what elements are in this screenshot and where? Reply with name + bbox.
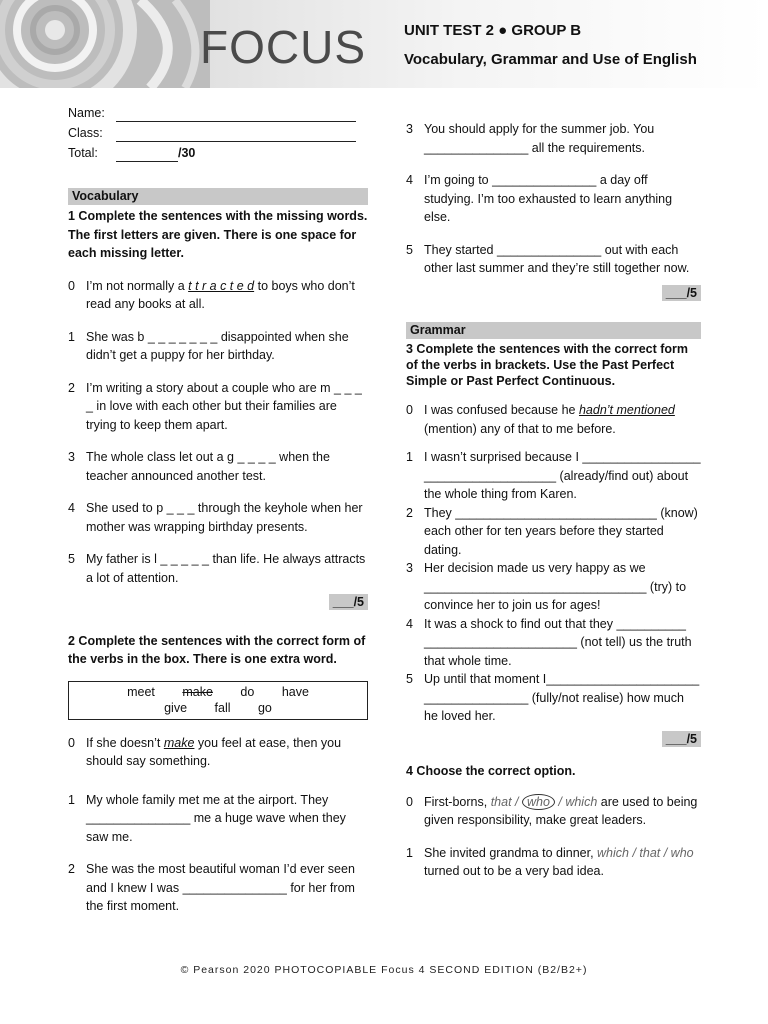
example-answer: t t r a c t e d xyxy=(188,278,255,293)
ex3-item-3[interactable]: 3 Her decision made us very happy as we ________________________________ (try) to convince her to join us for ages! xyxy=(406,561,687,612)
ex2-score: ___/5 xyxy=(406,284,701,303)
name-row xyxy=(68,102,368,122)
left-column xyxy=(68,102,368,916)
option-choices[interactable]: which / that / who xyxy=(597,845,694,860)
exercise-3-instruction: 3 Complete the sentences with the correct form of the verbs in brackets. Use the Past Perfect Simple or Past Perfect Continuous. xyxy=(406,342,689,388)
name-label: Name: xyxy=(68,105,105,120)
ex1-item-4[interactable]: 4 She used to p _ _ _ through the keyhole when her mother was wrapping birthday presents. xyxy=(68,501,363,534)
header-banner xyxy=(0,0,768,88)
ex3-item-0: 0 I was confused because he hadn’t mentioned (mention) any of that to me before. xyxy=(406,403,675,436)
ex4-item-0: 0 First-borns, that / who / which are used to being given responsibility, make great leaders. xyxy=(406,794,698,827)
test-subtitle: Vocabulary, Grammar and Use of English xyxy=(404,51,697,68)
ex2-item-1[interactable]: 1 My whole family met me at the airport. They _______________ me a huge wave when they saw me. xyxy=(68,792,346,844)
example-answer: hadn’t mentioned xyxy=(578,403,675,417)
ex1-item-1[interactable]: 1 She was b _ _ _ _ _ _ _ disappointed when she didn’t get a puppy for her birthday. xyxy=(68,329,349,362)
ex3-score: ___/5 xyxy=(406,730,701,749)
word-box xyxy=(68,681,368,720)
right-column xyxy=(406,120,701,881)
word-have: have xyxy=(281,684,309,699)
ex1-score: ___/5 xyxy=(68,593,368,612)
word-make-used: make xyxy=(182,684,213,699)
class-field[interactable] xyxy=(116,127,356,142)
ex3-item-4[interactable]: 4 It was a shock to find out that they __________ ______________________ (not tell) us the truth that whole time. xyxy=(406,616,692,668)
exercise-2-instruction: 2 Complete the sentences with the correct form of the verbs in the box. There is one extra word. xyxy=(68,633,366,666)
exercise-1-instruction: 1 Complete the sentences with the missing words. The first letters are given. There is one space for each missing letter. xyxy=(68,209,368,260)
example-answer: make xyxy=(163,735,195,750)
word-meet: meet xyxy=(127,684,155,699)
footer-copyright: © Pearson 2020 PHOTOCOPIABLE Focus 4 SECOND EDITION (B2/B2+) xyxy=(180,964,588,976)
word-fall: fall xyxy=(214,700,231,715)
total-label: Total: xyxy=(68,145,98,160)
ex3-item-2[interactable]: 2 They _____________________________ (know) each other for ten years before they started dating. xyxy=(406,505,698,557)
ex1-item-2[interactable]: 2 I’m writing a story about a couple who are m _ _ _ _ in love with each other but their families are trying to keep them apart. xyxy=(68,380,362,432)
ex2-item-5[interactable]: 5 They started _______________ out with each other last summer and they’re still together now. xyxy=(406,242,690,275)
focus-logo: FOCUS xyxy=(200,21,366,73)
total-row xyxy=(68,142,368,162)
word-go: go xyxy=(257,700,272,715)
class-label: Class: xyxy=(68,125,103,140)
ex2-item-4[interactable]: 4 I’m going to _______________ a day off studying. I’m too exhausted to learn anything else. xyxy=(406,173,673,224)
name-field[interactable] xyxy=(116,107,356,122)
class-row xyxy=(68,122,368,142)
ex4-item-1[interactable]: 1 She invited grandma to dinner, which / that / who turned out to be a very bad idea. xyxy=(406,845,694,878)
ex1-item-5[interactable]: 5 My father is l _ _ _ _ _ than life. He always attracts a lot of attention. xyxy=(68,552,366,585)
ex2-item-2[interactable]: 2 She was the most beautiful woman I’d ever seen and I knew I was _______________ for her from the first moment. xyxy=(68,862,355,913)
vocabulary-heading: Vocabulary xyxy=(68,188,368,205)
unit-title: UNIT TEST 2 ● GROUP B xyxy=(404,22,582,39)
ex3-item-5[interactable]: 5 Up until that moment I______________________ _______________ (fully/not realise) how much he loved her. xyxy=(406,672,700,723)
exercise-4-instruction: 4 Choose the correct option. xyxy=(406,764,576,778)
word-give: give xyxy=(164,700,188,715)
total-max: /30 xyxy=(178,145,196,160)
ex1-item-0: 0 I’m not normally a t t r a c t e d to boys who don’t read any books at all. xyxy=(68,278,355,311)
logo-swirl-graphic xyxy=(0,0,210,88)
word-do: do xyxy=(240,684,255,699)
ex2-item-0: 0 If she doesn’t make you feel at ease, then you should say something. xyxy=(68,735,342,768)
grammar-heading: Grammar xyxy=(406,322,701,339)
total-field[interactable] xyxy=(116,147,178,162)
ex3-item-1[interactable]: 1 I wasn’t surprised because I _________________ ___________________ (already/find out) about the whole thing from Karen. xyxy=(406,450,701,501)
ex1-item-3[interactable]: 3 The whole class let out a g _ _ _ _ when the teacher announced another test. xyxy=(68,450,330,483)
ex2-item-3[interactable]: 3 You should apply for the summer job. You _______________ all the requirements. xyxy=(406,122,655,155)
circled-answer: who xyxy=(522,794,555,810)
